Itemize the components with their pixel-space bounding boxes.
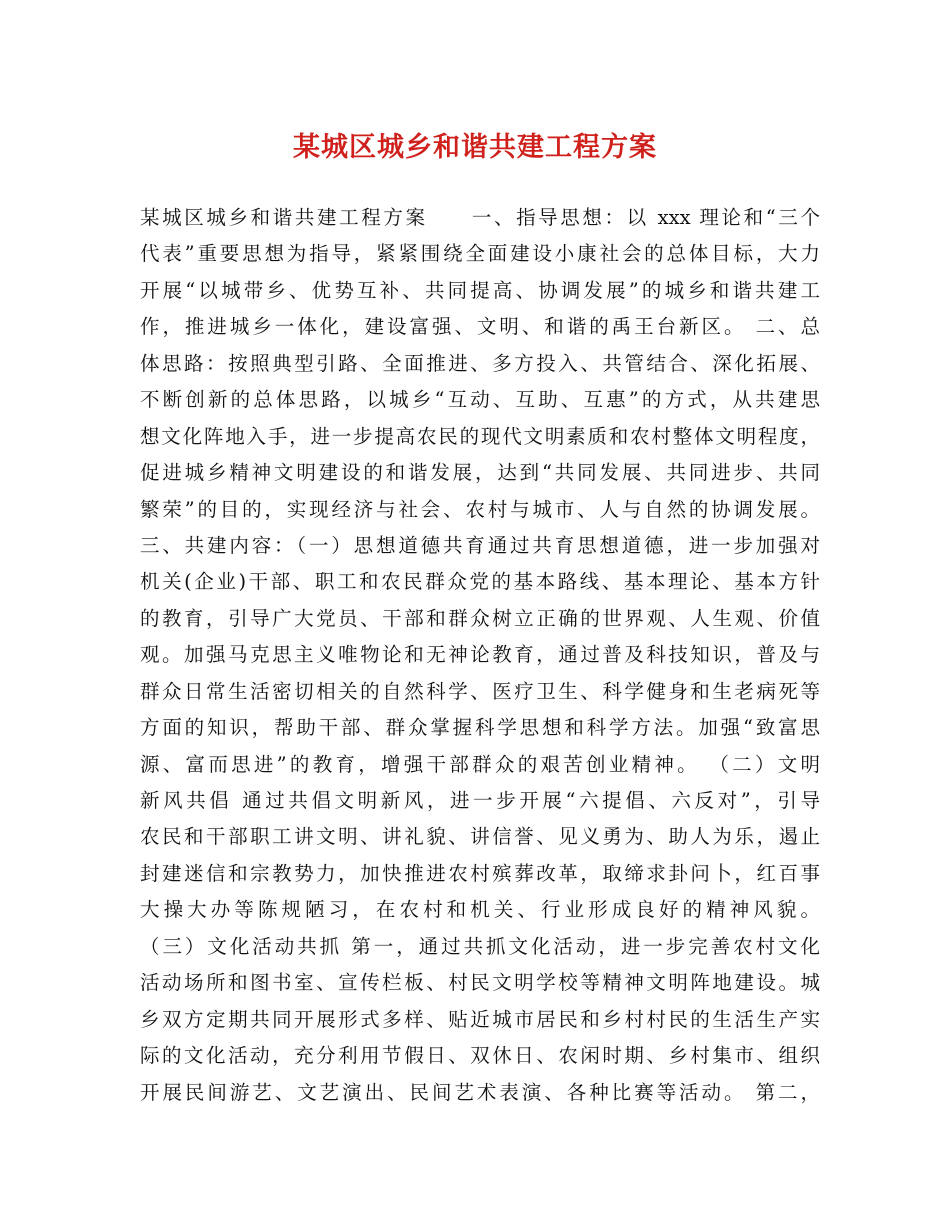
body-line: 源、富而思进”的教育，增强干部群众的艰苦创业精神。 （二）文明 xyxy=(140,752,820,776)
body-line: 农民和干部职工讲文明、讲礼貌、讲信誉、见义勇为、助人为乐，遏止 xyxy=(140,825,820,849)
body-line: 的教育，引导广大党员、干部和群众树立正确的世界观、人生观、价值 xyxy=(140,606,820,630)
body-line: （三）文化活动共抓 第一，通过共抓文化活动，进一步完善农村文化 xyxy=(140,934,820,958)
body-line: 方面的知识，帮助干部、群众掌握科学思想和科学方法。加强“致富思 xyxy=(140,716,820,740)
body-line: 开展“以城带乡、优势互补、共同提高、协调发展”的城乡和谐共建工 xyxy=(140,278,820,302)
body-line: 想文化阵地入手，进一步提高农民的现代文明素质和农村整体文明程度， xyxy=(140,424,820,448)
body-line: 机关(企业)干部、职工和农民群众党的基本路线、基本理论、基本方针 xyxy=(140,570,820,594)
body-line: 繁荣”的目的，实现经济与社会、农村与城市、人与自然的协调发展。 xyxy=(140,497,820,521)
body-line: 封建迷信和宗教势力，加快推进农村殡葬改革，取缔求卦问卜，红百事 xyxy=(140,861,820,885)
body-line: 不断创新的总体思路，以城乡“互动、互助、互惠”的方式，从共建思 xyxy=(140,388,820,412)
body-line: 乡双方定期共同开展形式多样、贴近城市居民和乡村村民的生活生产实 xyxy=(140,1007,820,1031)
body-line: 代表”重要思想为指导，紧紧围绕全面建设小康社会的总体目标，大力 xyxy=(140,242,820,266)
body-line: 群众日常生活密切相关的自然科学、医疗卫生、科学健身和生老病死等 xyxy=(140,679,820,703)
body-line: 大操大办等陈规陋习，在农村和机关、行业形成良好的精神风貌。 xyxy=(140,898,820,922)
body-line: 某城区城乡和谐共建工程方案 一、指导思想：以 xxx 理论和“三个 xyxy=(140,206,820,229)
body-line: 观。加强马克思主义唯物论和无神论教育，通过普及科技知识，普及与 xyxy=(140,643,820,667)
document-title: 某城区城乡和谐共建工程方案 xyxy=(293,132,657,163)
body-line: 开展民间游艺、文艺演出、民间艺术表演、各种比赛等活动。 第二， xyxy=(140,1080,820,1104)
body-line: 体思路：按照典型引路、全面推进、多方投入、共管结合、深化拓展、 xyxy=(140,351,820,375)
body-line: 新风共倡 通过共倡文明新风，进一步开展“六提倡、六反对”，引导 xyxy=(140,789,820,812)
body-line: 际的文化活动，充分利用节假日、双休日、农闲时期、乡村集市、组织 xyxy=(140,1044,820,1068)
body-line: 三、共建内容：（一）思想道德共育通过共育思想道德，进一步加强对 xyxy=(140,533,820,557)
document-body xyxy=(140,200,820,1111)
body-line: 活动场所和图书室、宣传栏板、村民文明学校等精神文明阵地建设。城 xyxy=(140,971,820,995)
body-line: 促进城乡精神文明建设的和谐发展，达到“共同发展、共同进步、共同 xyxy=(140,461,820,485)
body-line: 作，推进城乡一体化，建设富强、文明、和谐的禹王台新区。 二、总 xyxy=(140,315,820,339)
